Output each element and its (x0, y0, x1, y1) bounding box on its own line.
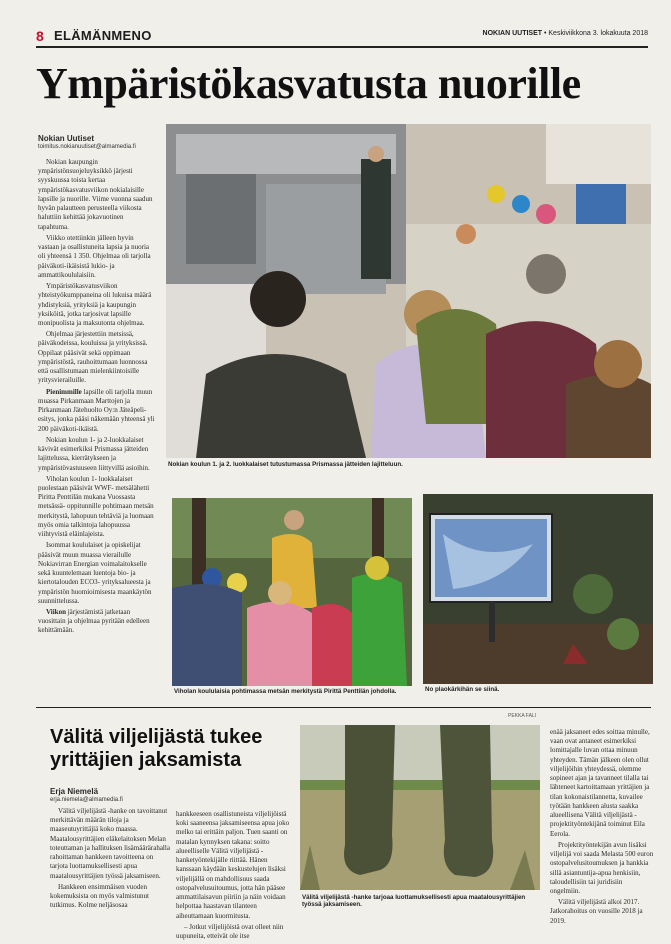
bold-lead: Viikon (46, 608, 66, 617)
plaque-photo-image (423, 494, 653, 684)
paper-info (483, 30, 648, 37)
forest-photo (172, 498, 412, 686)
paragraph: Hankkeen ensimmäisen vuoden kokemuksista on myös valmistunut tutkimus. Kolme neljäsosaa (50, 882, 149, 910)
article-headline: Ympäristökasvatusta nuorille (36, 59, 581, 108)
article2-author: Erja Niemelä (50, 787, 99, 796)
farmer-photo-image (300, 725, 540, 890)
page-number: 8 (36, 28, 44, 44)
page-header (36, 26, 648, 48)
issue-date: • Keskiviikkona 3. lokakuuta 2018 (543, 30, 648, 37)
main-photo (166, 124, 651, 458)
section-name: ELÄMÄNMENO (54, 28, 152, 43)
paragraph: Ohjelmaa järjestettiin metsissä, päiväkodeissa, kouluissa ja yrityksissä. Oppilaat pääsivät sekä oppimaan ympäristöstä, rauhoittumaan luonnossa että osallistumaan mielenkiintoisille yritysvierailuille. (38, 330, 148, 385)
article2-column-2 (176, 810, 292, 941)
farmer-photo (300, 725, 540, 890)
article1-text-column (38, 134, 155, 694)
article-separator (36, 707, 651, 708)
paragraph: Viikon järjestämistä jatketaan vuosittain ja ohjelmaa pyritään edelleen kehittämään. (38, 608, 150, 635)
paragraph: Välitä viljelijästä -hanke on tavoittanut merkittävän määrän tiloja ja maaseutuyrittäjiä koko maassa. Maatalousyrittäjien eläkelaitoksen Melan toteuttaman ja hallituksen lisämäärärahalla rahoittaman hankkeen tavoitteena on tarjota luottamuksellisesti apua maatalousyrittäjien työssä jaksamiseen. (50, 807, 170, 880)
paragraph: Viholan koulun 1- luokkalaiset puolestaan pääsivät WWF- metsälähetti Piritta Penttilän mukana Vuossasta metsässä- oppitunnille pohtimaan metsän merkitystä, lahopuun tehtäviä ja luomaan myös omia talkintoja lahopuussa viihtyvistä eläinlajeista. (38, 474, 154, 539)
paper-name: NOKIAN UUTISET (482, 30, 543, 37)
paragraph: Ympäristökasvatusviikon yhteistyökumppaneina oli lukuisa määrä yhdistyksiä, yrityksiä ja kaupungin yksiköitä, jotka tarjosivat lapsille monipuolista ja maksutonta ohjelmaa. (38, 282, 152, 327)
plaque-photo-caption: No plaokärkihän se siinä. (425, 686, 500, 693)
paragraph: Isommat koululaiset ja opiskelijat pääsivät muun muassa vierailulle Nokiavirran Energian voimalaitokselle sekä kuuntelemaan luentoja bio- ja kiertotalouden ECO3- yrityksalueesta ja ympäristön huomioimisesta maankäytön suunnittelussa. (38, 541, 152, 605)
article2-column-3 (550, 728, 654, 928)
forest-photo-caption: Viholan koululaisia pohtimassa metsän merkitystä Pirittä Penttilän johdolla. (174, 688, 397, 695)
main-photo-caption: Nokian koulun 1. ja 2. luokkalaiset tutustumassa Prismassa jätteiden lajitteluun. (168, 461, 403, 468)
main-photo-image (166, 124, 651, 458)
photo-credit: PEKKA FALI (508, 713, 537, 719)
paragraph: enää jaksaneet edes soittaa minulle, vaan ovat antaneet esimerkiksi lomittajalle luvan ottaa minuun yhteyden. Tämän jälkeen olen ollut viljelijöihin yhteydessä, olemme sopineet ajan ja tavanneet tilalla tai lähteneet kartoittamaan yrittäjien ja tilan kokonaistilannetta, kuvailee työtään hankkeen alusta saakka alueellisena Välitä viljelijästä -projektityöntekijänä toiminut Eila Eerola. (550, 728, 650, 838)
article1-email: toimitus.nokianuutiset@almamedia.fi (38, 144, 136, 150)
article2-email: erja.niemela@almamedia.fi (50, 797, 123, 803)
article2-column-1 (50, 787, 170, 927)
paragraph: Nokian koulun 1- ja 2-luokkalaiset kävivät esimerkiksi Prismassa jätteiden lajittelussa, kierrätykseen ja ympäristövastuuseen liittyvillä asioihin. (38, 435, 150, 472)
paragraph: – Jotkut viljelijöistä ovat olleet niin uupuneita, etteivät ole itse (176, 922, 284, 941)
paragraph: Välitä viljelijästä alkoi 2017. Jatkorahoitus on vuosille 2018 ja 2019. (550, 898, 643, 925)
paragraph: Viikko otettiinkin jälleen hyvin vastaan ja osallistuneita lapsia ja nuoria oli yhteensä 1 350. Ohjelmaa oli tarjolla päiväkoti-ikäisistä lukio- ja ammattikoululaisiin. (38, 233, 151, 279)
paragraph: hankkeeseen osallistuneista viljelijöistä koki saaneensa jaksamiseensa apua joko melko tai erittäin paljon. Tuen saanti on matalan kynnyksen takana: soitto alueelliselle Välitä viljelijästä -hanketyöntekijälle riittää. Hänen kanssaan käydään keskustelujen lisäksi viljelijällä on mahdollisuus saada ostopalvelusuitoumus, jotta hän pääsee ammattilaisavun piiriin ja näin voidaan helpottaa haastavan tilanteen aiheuttamaan kuormitusta. (176, 810, 290, 920)
plaque-photo (423, 494, 653, 684)
paragraph: Projektityöntekijän avun lisäksi viljelijä voi saada Melasta 500 euron ostopalvelusitoumuksen ja hankkia sillä asiantuntija-apua henkisiin, taloudellisiin tai juridisiin ongelmiin. (550, 840, 654, 895)
forest-photo-image (172, 498, 412, 686)
paragraph: Pienimmille lapsille oli tarjolla muun muassa Pirkanmaan Marttojen ja Pirkanmaan Jätehuolto Oy:n Jäteäpeli-esitys, jonka pääsi näkemään yhteensä yli 200 päiväkoti-ikäistä. (38, 387, 155, 433)
article2-headline: Välitä viljelijästä tukee yrittäjien jaksamista (50, 726, 263, 771)
paragraph: Nokian kaupungin ympäristönsuojeluyksikkö järjesti syyskuussa toista kertaa ympäristökasvatusviikon nokialaisille lapsille ja nuorille. Viime vuonna saadun hyvän palautteen perusteella viikosta haluttiin kehittää jokavuotinen tapahtuma. (38, 158, 153, 231)
farmer-photo-caption: Välitä viljelijästä -hanke tarjoaa luottamuksellisesti apua maatalousyrittäjien työssä jaksamiseen. (302, 894, 526, 908)
bold-lead: Pienimmille (46, 387, 82, 396)
article1-author: Nokian Uutiset (38, 134, 95, 143)
